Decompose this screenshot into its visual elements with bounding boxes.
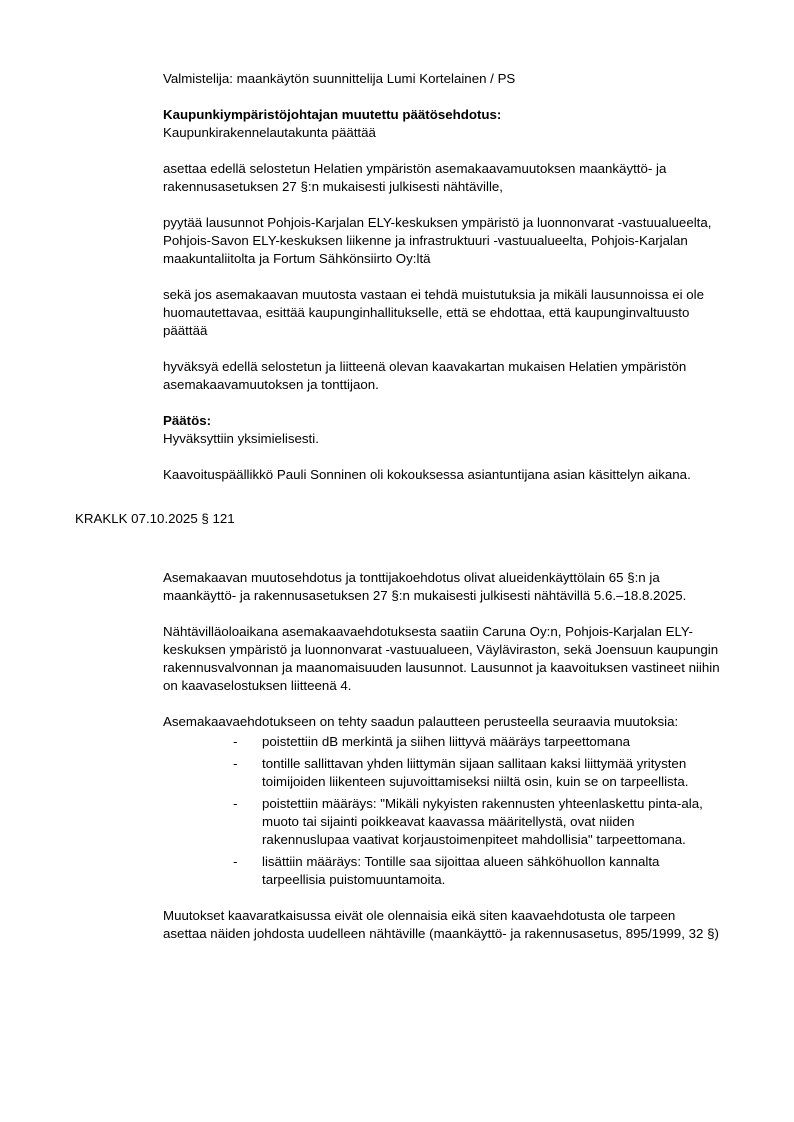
dash-bullet: - [233, 854, 238, 869]
changes-intro: Asemakaavaehdotukseen on tehty saadun palautteen perusteella seuraavia muutoksia: [163, 714, 679, 729]
changes-list [163, 733, 721, 889]
closing-paragraph: Muutokset kaavaratkaisussa eivät ole olennaisia eikä siten kaavaehdotusta ole tarpeen asettaa näiden johdosta uudelleen nähtäville (maankäyttö- ja rakennusasetus, 895/1999, 32 §) [163, 908, 719, 941]
proposal-heading: Kaupunkiympäristöjohtajan muutettu päätösehdotus: [163, 107, 502, 122]
dash-bullet: - [233, 734, 238, 749]
case-reference: KRAKLK 07.10.2025 § 121 [75, 511, 235, 526]
proposal-paragraph: pyytää lausunnot Pohjois-Karjalan ELY-keskuksen ympäristö ja luonnonvarat -vastuualueelta, Pohjois-Savon ELY-keskuksen liikenne ja infrastruktuuri -vastuualueelta, Pohjois-Karjalan maakuntaliitolta ja Fortum Sähkönsiirto Oy:ltä [163, 215, 712, 266]
proposal-paragraph: hyväksyä edellä selostetun ja liitteenä olevan kaavakartan mukaisen Helatien ympäristön asemakaavamuutoksen ja tonttijaon. [163, 359, 687, 392]
decision-text: Hyväksyttiin yksimielisesti. [163, 431, 319, 446]
change-text: poistettiin dB merkintä ja siihen liittyvä määräys tarpeettomana [262, 734, 631, 749]
dash-bullet: - [233, 756, 238, 771]
list-item [233, 733, 721, 751]
change-text: lisättiin määräys: Tontille saa sijoittaa alueen sähköhuollon kannalta tarpeellisia puistomuuntamoita. [262, 854, 660, 887]
decision-heading: Päätös: [163, 413, 212, 428]
followup-paragraph: Nähtävilläoloaikana asemakaavaehdotuksesta saatiin Caruna Oy:n, Pohjois-Karjalan ELY-keskuksen ympäristö ja luonnonvarat -vastuualueen, Väyläviraston, sekä Joensuun kaupungin rakennusvalvonnan ja maanomaisuuden lausunnot. Lausunnot ja kaavoituksen vastineet niihin on kaavaselostuksen liitteenä 4. [163, 624, 720, 693]
section-followup [163, 569, 721, 943]
list-item [233, 755, 721, 791]
dash-bullet: - [233, 796, 238, 811]
list-item [233, 853, 721, 889]
proposal-paragraph: asettaa edellä selostetun Helatien ympäristön asemakaavamuutoksen maankäyttö- ja rakennusasetuksen 27 §:n mukaisesti julkisesti nähtäville, [163, 161, 667, 194]
preparer-line: Valmistelija: maankäytön suunnittelija Lumi Kortelainen / PS [163, 71, 516, 86]
change-text: tontille sallittavan yhden liittymän sijaan sallitaan kaksi liittymää yritysten toimijoiden liikenteen sujuvoittamiseksi niiltä osin, kuin se on tarpeellista. [262, 756, 689, 789]
followup-paragraph: Asemakaavan muutosehdotus ja tonttijakoehdotus olivat alueidenkäyttölain 65 §:n ja maankäyttö- ja rakennusasetuksen 27 §:n mukaisesti julkisesti nähtävillä 5.6.–18.8.2025. [163, 570, 687, 603]
section-proposal [163, 70, 721, 484]
proposal-paragraph: sekä jos asemakaavan muutosta vastaan ei tehdä muistutuksia ja mikäli lausunnoissa ei ole huomautettavaa, esittää kaupunginhallitukselle, että se ehdottaa, että kaupunginvaltuusto päättää [163, 287, 705, 338]
list-item [233, 795, 721, 849]
expert-note: Kaavoituspäällikkö Pauli Sonninen oli kokouksessa asiantuntijana asian käsittelyn aikana. [163, 467, 691, 482]
change-text: poistettiin määräys: "Mikäli nykyisten rakennusten yhteenlaskettu pinta-ala, muoto tai sijainti poikkeavat kaavassa määritellystä, ovat niiden rakennuslupaa vaativat korjaustoimenpiteet mahdollisia" tarpeettomana. [262, 796, 703, 847]
proposal-intro: Kaupunkirakennelautakunta päättää [163, 125, 376, 140]
